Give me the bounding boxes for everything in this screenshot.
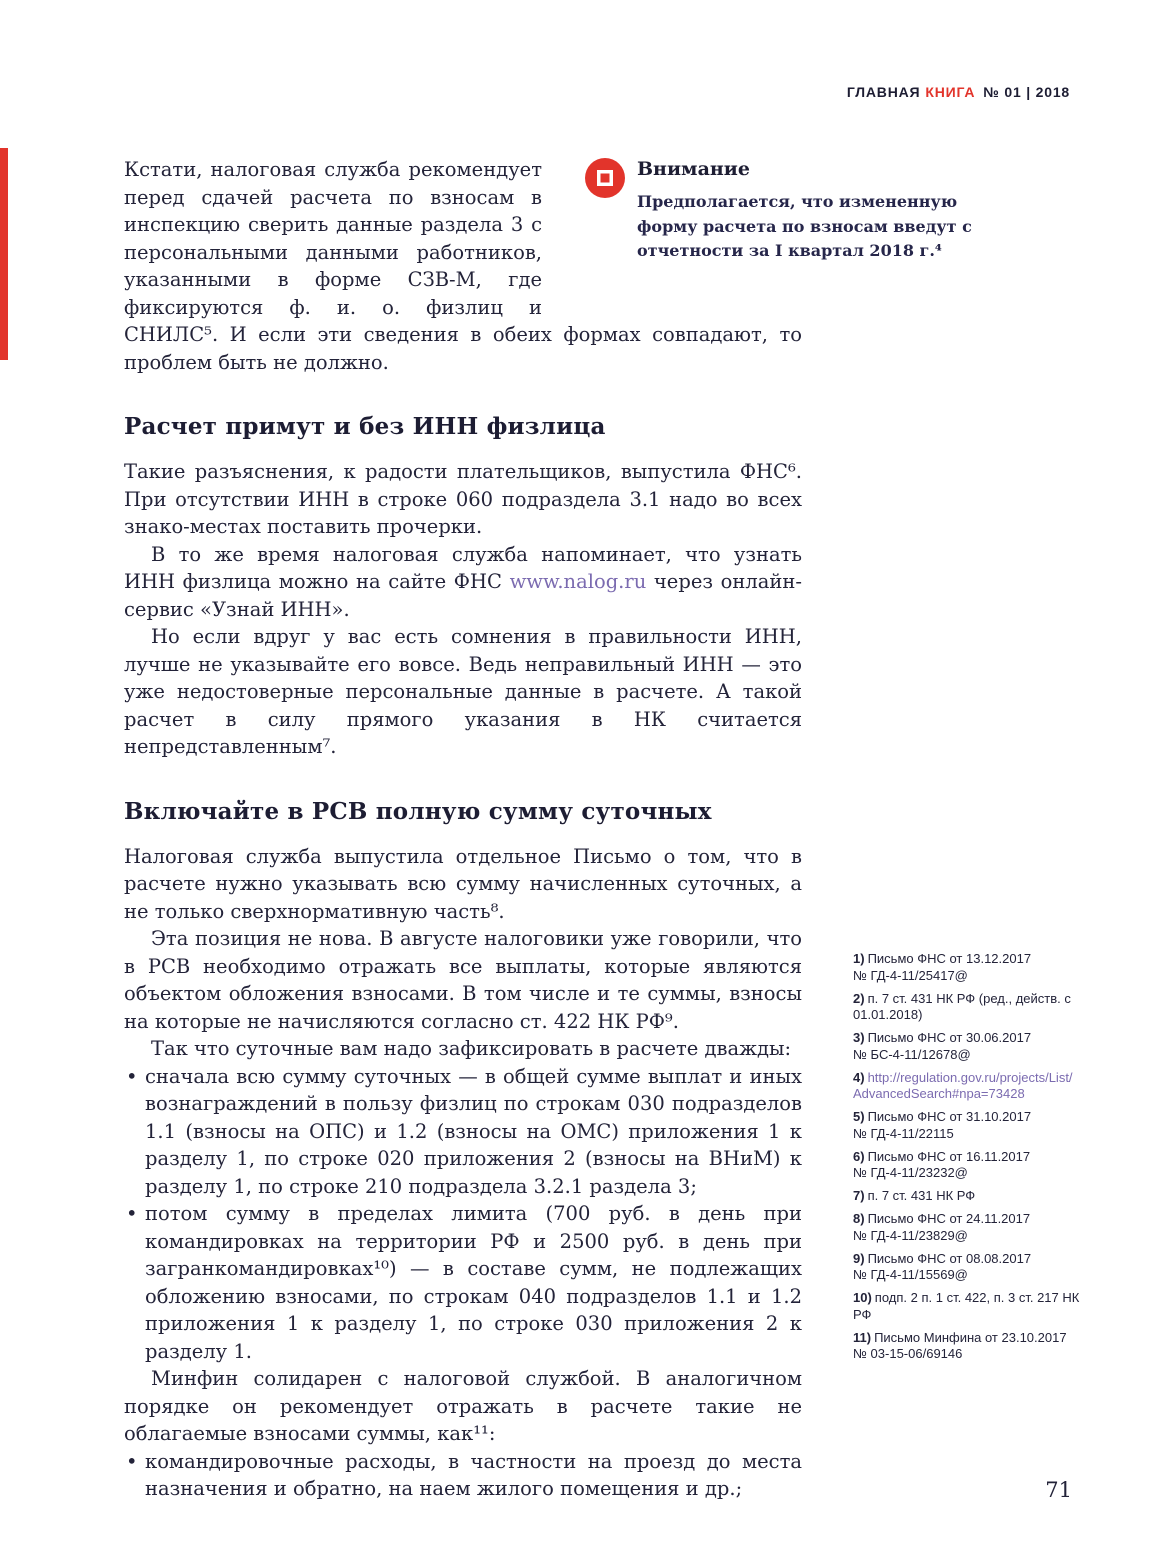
section-heading-inn: Расчет примут и без ИНН физлица — [124, 413, 606, 440]
callout-title: Внимание — [637, 158, 750, 180]
footnote-marker: 1) — [853, 951, 865, 966]
footnote-marker: 6) — [853, 1148, 865, 1164]
footnote-5 — [853, 1109, 1081, 1142]
footnote-marker: 4) — [853, 1069, 865, 1085]
footnote-marker: 5) — [853, 1109, 865, 1124]
paragraph-inn-2 — [124, 541, 802, 624]
footnote-2 — [853, 991, 1081, 1024]
footnote-marker: 11) — [853, 1329, 872, 1345]
section-heading-rsv: Включайте в РСВ полную сумму суточных — [124, 797, 712, 825]
bullet-list-sutochnye — [124, 1063, 802, 1366]
bullet-item-travel-costs: • командировочные расходы, в частности на проезд до места назначения и обратно, на наем жилого помещения и др.; — [124, 1448, 802, 1503]
footnote-1 — [853, 951, 1081, 984]
bullet-list-minfin — [124, 1448, 802, 1503]
masthead — [847, 84, 1070, 100]
magazine-title-accent: КНИГА — [925, 84, 976, 100]
footnote-text: Письмо Минфина от 23.10.2017 № 03-15-06/69146 — [853, 1329, 1067, 1361]
footnote-text: Письмо ФНС от 13.12.2017 № ГД-4-11/25417@ — [853, 951, 1032, 983]
footnote-9 — [853, 1251, 1081, 1284]
article-body — [124, 156, 802, 1503]
footnote-7 — [853, 1188, 1081, 1205]
intro-text: Кстати, налоговая служба рекомендует перед сдачей расчета по взносам в инспекцию сверить данные раздела 3 с персональными данными работников, указанными в форме СЗВ-М, где фиксируются ф. и. о. физлиц и СНИЛС⁵. И если эти сведения в обеих формах совпадают, то проблем быть не должно. — [124, 158, 802, 374]
footnote-regulation-link[interactable]: http://regulation.gov.ru/projects/List/AdvancedSearch#npa=73428 — [853, 1069, 1073, 1101]
magazine-title-primary: ГЛАВНАЯ — [846, 84, 921, 100]
bullet-item-limit-sum: • потом сумму в пределах лимита (700 руб. в день при командировках на территории РФ и 2500 руб. в день при загранкомандировках¹⁰) — в составе сумм, не подлежащих обложению взносами, по строкам 040 подразделов 1.1 и 1.2 приложения 1 к разделу 1, по строке 030 приложения 2 к разделу 1. — [124, 1200, 802, 1365]
footnote-3 — [853, 1030, 1081, 1063]
paragraph-rsv-2: Эта позиция не нова. В августе налоговики уже говорили, что в РСВ необходимо отражать все выплаты, которые являются объектом обложения взносами. В том числе и те суммы, взносы на которые не начисляются согласно ст. 422 НК РФ⁹. — [124, 927, 802, 1033]
footnote-marker: 8) — [853, 1211, 865, 1226]
footnote-10 — [853, 1290, 1081, 1323]
footnote-marker: 10) — [853, 1290, 872, 1305]
footnote-marker: 3) — [853, 1030, 865, 1045]
paragraph-inn-3: Но если вдруг у вас есть сомнения в правильности ИНН, лучше не указывайте его вовсе. Ведь неправильный ИНН — это уже недостоверные персональные данные в расчете. А такой расчет в силу прямого указания в НК считается непредставленным⁷. — [124, 625, 802, 758]
left-accent-bar — [0, 148, 8, 360]
footnote-8 — [853, 1211, 1081, 1244]
footnote-marker: 2) — [853, 990, 865, 1006]
footnotes-column — [853, 951, 1081, 1369]
footnote-6 — [853, 1149, 1081, 1182]
footnote-text: Письмо ФНС от 16.11.2017 № ГД-4-11/23232@ — [853, 1148, 1031, 1180]
paragraph-rsv-4: Минфин солидарен с налоговой службой. В аналогичном порядке он рекомендует отражать в расчете такие не облагаемые взносами суммы, как¹¹: — [124, 1367, 802, 1445]
intro-paragraph — [124, 156, 802, 376]
page-number: 71 — [1045, 1478, 1072, 1502]
footnote-marker: 9) — [853, 1250, 865, 1266]
footnote-text: п. 7 ст. 431 НК РФ — [867, 1188, 976, 1203]
footnote-4 — [853, 1070, 1081, 1103]
callout-text-wrap-spacer — [542, 156, 802, 294]
footnote-11 — [853, 1330, 1081, 1363]
issue-number: № 01 | 2018 — [983, 84, 1070, 100]
paragraph-rsv-1: Налоговая служба выпустила отдельное Письмо о том, что в расчете нужно указывать всю сумму начисленных суточных, а не только сверхнормативную часть⁸. — [124, 844, 802, 923]
footnote-text: Письмо ФНС от 08.08.2017 № ГД-4-11/15569@ — [853, 1250, 1032, 1282]
footnote-marker: 7) — [853, 1188, 865, 1203]
paragraph-inn-1: Такие разъяснения, к радости плательщиков, выпустила ФНС⁶. При отсутствии ИНН в строке 060 подраздела 3.1 надо во всех знако-местах поставить прочерки. — [124, 460, 802, 538]
bullet-item-full-sum: • сначала всю сумму суточных — в общей сумме выплат и иных вознаграждений в пользу физлиц по строкам 030 подразделов 1.1 (взносы на ОПС) и 1.2 (взносы на ОМС) приложения 1 к разделу 1, по строке 020 приложения 2 (взносы на ВНиМ) к разделу 1, по строке 210 подраздела 3.2.1 раздела 3; — [124, 1063, 802, 1201]
callout-body: Предполагается, что измененную форму расчета по взносам введут с отчетности за I квартал 2018 г.⁴ — [637, 192, 972, 260]
paragraph-text: через онлайн-сервис «Узнай ИНН». — [124, 570, 802, 621]
footnote-text: Письмо ФНС от 30.06.2017 № БС-4-11/12678@ — [853, 1030, 1032, 1062]
paragraph-rsv-3: Так что суточные вам надо зафиксировать в расчете дважды: — [151, 1037, 792, 1060]
footnote-text: подп. 2 п. 1 ст. 422, п. 3 ст. 217 НК РФ — [853, 1290, 1080, 1322]
paragraph-text: В то же время налоговая служба напоминает, что узнать ИНН физлица можно на сайте ФНС — [124, 542, 802, 593]
footnote-text: п. 7 ст. 431 НК РФ (ред., действ. с 01.01.2018) — [853, 990, 1071, 1022]
footnote-text: Письмо ФНС от 24.11.2017 № ГД-4-11/23829@ — [853, 1211, 1031, 1243]
footnote-text: Письмо ФНС от 31.10.2017 № ГД-4-11/22115 — [853, 1109, 1032, 1141]
nalog-ru-link[interactable]: www.nalog.ru — [509, 570, 647, 593]
